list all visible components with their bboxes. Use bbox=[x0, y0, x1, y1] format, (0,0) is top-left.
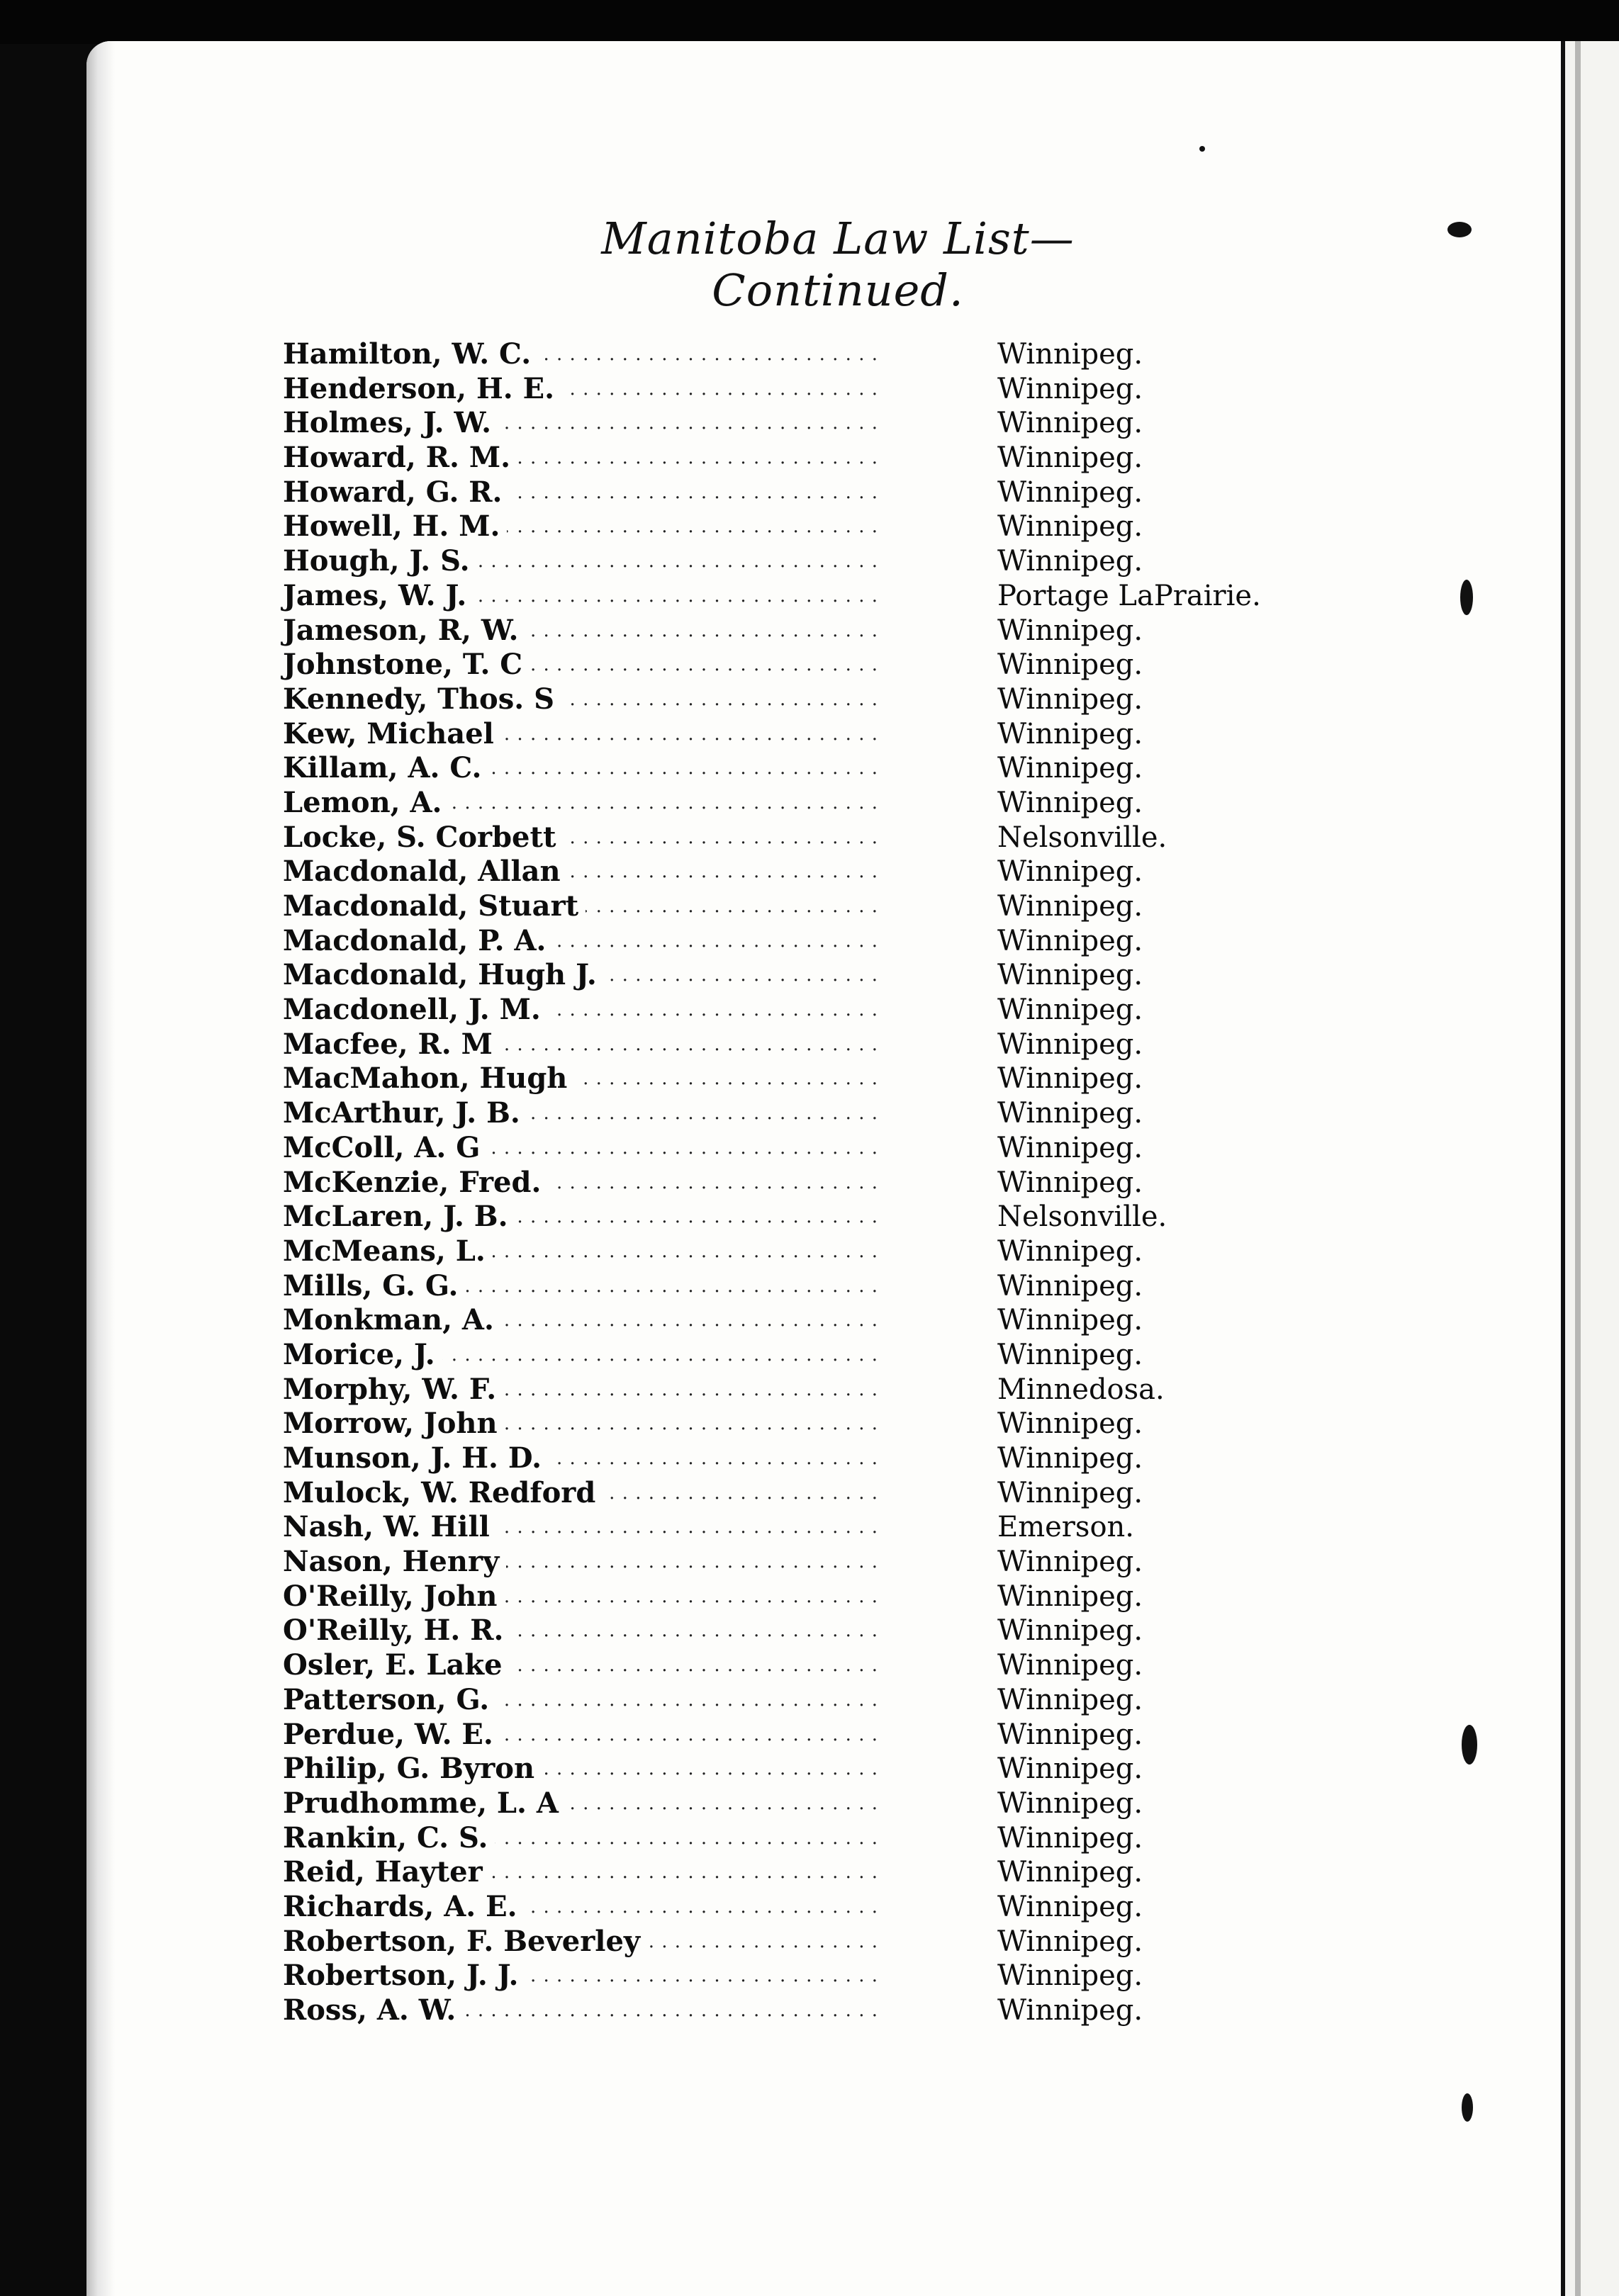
entry-place: Nelsonville. bbox=[992, 1200, 1167, 1234]
entry-name: Howard, R. M. bbox=[283, 441, 517, 475]
entry-place: Winnipeg. bbox=[992, 1234, 1143, 1269]
list-item bbox=[283, 337, 1304, 372]
entry-name: Robertson, J. J. bbox=[283, 1959, 525, 1993]
entry-place: Winnipeg. bbox=[992, 1131, 1143, 1166]
list-item bbox=[283, 1476, 1304, 1511]
list-item bbox=[283, 1648, 1304, 1683]
entry-place: Winnipeg. bbox=[992, 1028, 1143, 1062]
list-item bbox=[283, 1752, 1304, 1786]
list-item bbox=[283, 1028, 1304, 1062]
entry-place: Winnipeg. bbox=[992, 1476, 1143, 1511]
list-item bbox=[283, 406, 1304, 441]
entry-place: Winnipeg. bbox=[992, 1580, 1143, 1614]
entry-name: Mulock, W. Redford bbox=[283, 1476, 603, 1511]
entry-place: Winnipeg. bbox=[992, 1925, 1143, 1959]
entry-place: Winnipeg. bbox=[992, 648, 1143, 682]
entry-name: Macdonald, Stuart bbox=[283, 889, 586, 924]
entry-name: Mills, G. G. bbox=[283, 1269, 465, 1304]
entry-place: Winnipeg. bbox=[992, 1752, 1143, 1786]
list-item bbox=[283, 614, 1304, 648]
entry-name: James, W. J. bbox=[283, 579, 474, 614]
page-heading: Manitoba Law List—Continued. bbox=[601, 213, 1075, 316]
list-item bbox=[283, 717, 1304, 752]
list-item bbox=[283, 1096, 1304, 1131]
entry-place: Winnipeg. bbox=[992, 1062, 1143, 1096]
entry-place: Winnipeg. bbox=[992, 1683, 1143, 1718]
list-item bbox=[283, 1718, 1304, 1752]
entry-place: Winnipeg. bbox=[992, 1166, 1143, 1200]
entry-name: Howell, H. M. bbox=[283, 510, 507, 544]
entry-name: Kennedy, Thos. S bbox=[283, 682, 561, 717]
entry-name: Osler, E. Lake bbox=[283, 1648, 510, 1683]
list-item bbox=[283, 441, 1304, 475]
list-item bbox=[283, 1786, 1304, 1821]
entry-place: Nelsonville. bbox=[992, 821, 1167, 855]
entry-name: Locke, S. Corbett bbox=[283, 821, 563, 855]
entry-name: Nash, W. Hill bbox=[283, 1510, 497, 1545]
list-item bbox=[283, 1580, 1304, 1614]
entry-place: Portage LaPrairie. bbox=[992, 579, 1261, 614]
list-item bbox=[283, 1993, 1304, 2028]
document-page bbox=[86, 41, 1619, 2296]
entry-place: Winnipeg. bbox=[992, 475, 1143, 510]
list-item bbox=[283, 1441, 1304, 1476]
entry-name: Morphy, W. F. bbox=[283, 1373, 503, 1407]
entry-name: Holmes, J. W. bbox=[283, 406, 498, 441]
entry-name: McArthur, J. B. bbox=[283, 1096, 527, 1131]
entry-name: McColl, A. G bbox=[283, 1131, 487, 1166]
entry-place: Winnipeg. bbox=[992, 1993, 1143, 2028]
entry-name: Munson, J. H. D. bbox=[283, 1441, 549, 1476]
entry-name: Perdue, W. E. bbox=[283, 1718, 500, 1752]
entry-place: Winnipeg. bbox=[992, 337, 1143, 372]
list-item bbox=[283, 1131, 1304, 1166]
entry-place: Winnipeg. bbox=[992, 1648, 1143, 1683]
ink-blot bbox=[1460, 580, 1473, 615]
page-gutter-line bbox=[1575, 41, 1581, 2296]
page-binding-shadow bbox=[86, 41, 115, 2296]
entry-place: Winnipeg. bbox=[992, 510, 1143, 544]
entry-name: Rankin, C. S. bbox=[283, 1821, 495, 1856]
entry-place: Winnipeg. bbox=[992, 717, 1143, 752]
list-item bbox=[283, 475, 1304, 510]
law-list bbox=[283, 337, 1304, 2028]
entry-name: Henderson, H. E. bbox=[283, 372, 561, 407]
entry-place: Emerson. bbox=[992, 1510, 1134, 1545]
entry-name: Morice, J. bbox=[283, 1338, 442, 1373]
entry-name: Ross, A. W. bbox=[283, 1993, 463, 2028]
entry-name: McMeans, L. bbox=[283, 1234, 493, 1269]
entry-name: Macdonald, Hugh J. bbox=[283, 958, 604, 993]
list-item bbox=[283, 1407, 1304, 1441]
list-item bbox=[283, 1373, 1304, 1407]
entry-place: Winnipeg. bbox=[992, 751, 1143, 786]
entry-place: Winnipeg. bbox=[992, 1821, 1143, 1856]
entry-place: Winnipeg. bbox=[992, 1855, 1143, 1890]
entry-place: Winnipeg. bbox=[992, 1614, 1143, 1648]
entry-name: Prudhomme, L. A bbox=[283, 1786, 566, 1821]
list-item bbox=[283, 579, 1304, 614]
list-item bbox=[283, 1925, 1304, 1959]
entry-name: Robertson, F. Beverley bbox=[283, 1925, 647, 1959]
entry-name: Reid, Hayter bbox=[283, 1855, 490, 1890]
ink-speck bbox=[1199, 146, 1205, 152]
entry-name: Monkman, A. bbox=[283, 1303, 501, 1338]
entry-place: Winnipeg. bbox=[992, 1545, 1143, 1580]
ink-blot bbox=[1462, 1725, 1477, 1765]
entry-place: Minnedosa. bbox=[992, 1373, 1165, 1407]
entry-place: Winnipeg. bbox=[992, 1096, 1143, 1131]
list-item bbox=[283, 372, 1304, 407]
list-item bbox=[283, 1614, 1304, 1648]
scan-top-border bbox=[0, 0, 1619, 44]
ink-blot bbox=[1447, 222, 1472, 237]
list-item bbox=[283, 958, 1304, 993]
list-item bbox=[283, 855, 1304, 889]
list-item bbox=[283, 544, 1304, 579]
list-item bbox=[283, 1062, 1304, 1096]
entry-place: Winnipeg. bbox=[992, 786, 1143, 821]
entry-place: Winnipeg. bbox=[992, 682, 1143, 717]
list-item bbox=[283, 1166, 1304, 1200]
entry-place: Winnipeg. bbox=[992, 1303, 1143, 1338]
entry-name: Richards, A. E. bbox=[283, 1890, 525, 1925]
list-item bbox=[283, 993, 1304, 1028]
list-item bbox=[283, 1959, 1304, 1993]
list-item bbox=[283, 889, 1304, 924]
entry-place: Winnipeg. bbox=[992, 924, 1143, 959]
entry-name: McLaren, J. B. bbox=[283, 1200, 515, 1234]
entry-name: Jameson, R, W. bbox=[283, 614, 525, 648]
list-item bbox=[283, 1303, 1304, 1338]
entry-name: Howard, G. R. bbox=[283, 475, 509, 510]
list-item bbox=[283, 786, 1304, 821]
entry-place: Winnipeg. bbox=[992, 1441, 1143, 1476]
entry-place: Winnipeg. bbox=[992, 614, 1143, 648]
list-item bbox=[283, 1510, 1304, 1545]
entry-place: Winnipeg. bbox=[992, 889, 1143, 924]
entry-place: Winnipeg. bbox=[992, 1338, 1143, 1373]
entry-name: Macdonald, P. A. bbox=[283, 924, 553, 959]
entry-name: Johnstone, T. C bbox=[283, 648, 530, 682]
entry-place: Winnipeg. bbox=[992, 1959, 1143, 1993]
list-item bbox=[283, 1821, 1304, 1856]
list-item bbox=[283, 821, 1304, 855]
entry-name: MacMahon, Hugh bbox=[283, 1062, 574, 1096]
entry-name: Killam, A. C. bbox=[283, 751, 488, 786]
entry-place: Winnipeg. bbox=[992, 1269, 1143, 1304]
entry-place: Winnipeg. bbox=[992, 1890, 1143, 1925]
entry-name: Macfee, R. M bbox=[283, 1028, 500, 1062]
list-item bbox=[283, 1890, 1304, 1925]
entry-name: O'Reilly, John bbox=[283, 1580, 504, 1614]
entry-name: Lemon, A. bbox=[283, 786, 449, 821]
entry-place: Winnipeg. bbox=[992, 993, 1143, 1028]
entry-name: Hamilton, W. C. bbox=[283, 337, 538, 372]
list-item bbox=[283, 1855, 1304, 1890]
list-item bbox=[283, 1683, 1304, 1718]
entry-name: McKenzie, Fred. bbox=[283, 1166, 548, 1200]
list-item bbox=[283, 510, 1304, 544]
list-item bbox=[283, 648, 1304, 682]
entry-name: Macdonald, Allan bbox=[283, 855, 568, 889]
entry-place: Winnipeg. bbox=[992, 544, 1143, 579]
list-item bbox=[283, 751, 1304, 786]
list-item bbox=[283, 1269, 1304, 1304]
entry-place: Winnipeg. bbox=[992, 372, 1143, 407]
entry-place: Winnipeg. bbox=[992, 1718, 1143, 1752]
entry-place: Winnipeg. bbox=[992, 1786, 1143, 1821]
adjacent-page-edge bbox=[1561, 41, 1619, 2296]
list-item bbox=[283, 1545, 1304, 1580]
entry-place: Winnipeg. bbox=[992, 406, 1143, 441]
entry-place: Winnipeg. bbox=[992, 1407, 1143, 1441]
list-item bbox=[283, 1200, 1304, 1234]
entry-place: Winnipeg. bbox=[992, 958, 1143, 993]
list-item bbox=[283, 924, 1304, 959]
entry-name: Nason, Henry bbox=[283, 1545, 506, 1580]
entry-name: Kew, Michael bbox=[283, 717, 501, 752]
entry-place: Winnipeg. bbox=[992, 441, 1143, 475]
entry-name: Patterson, G. bbox=[283, 1683, 496, 1718]
list-item bbox=[283, 1234, 1304, 1269]
entry-name: O'Reilly, H. R. bbox=[283, 1614, 510, 1648]
ink-blot bbox=[1462, 2093, 1473, 2122]
entry-name: Morrow, John bbox=[283, 1407, 505, 1441]
entry-name: Philip, G. Byron bbox=[283, 1752, 542, 1786]
list-item bbox=[283, 682, 1304, 717]
list-item bbox=[283, 1338, 1304, 1373]
entry-name: Hough, J. S. bbox=[283, 544, 477, 579]
entry-name: Macdonell, J. M. bbox=[283, 993, 548, 1028]
entry-place: Winnipeg. bbox=[992, 855, 1143, 889]
